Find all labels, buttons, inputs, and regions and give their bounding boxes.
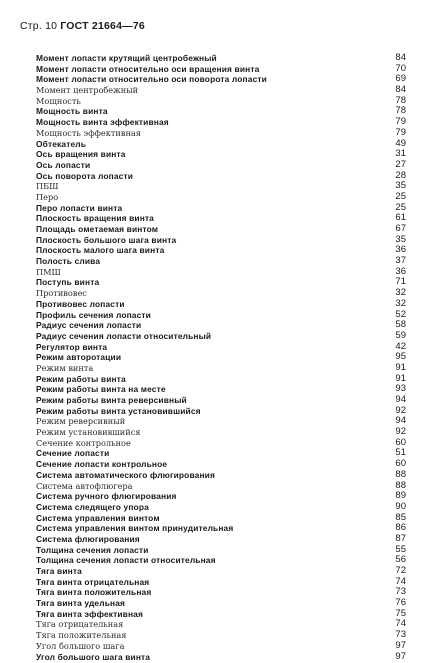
index-term: Момент лопасти относительно оси вращения винта — [36, 63, 260, 74]
index-entry — [36, 96, 406, 107]
index-entry — [36, 619, 406, 630]
index-term: Регулятор винта — [36, 341, 108, 352]
index-page-number: 27 — [395, 158, 406, 170]
index-page-number: 70 — [395, 62, 406, 74]
index-page-number: 90 — [395, 500, 406, 512]
index-entry — [36, 320, 406, 331]
index-term: Момент центробежный — [36, 85, 139, 96]
index-entry — [36, 395, 406, 406]
index-entry — [36, 577, 406, 588]
index-page-number: 59 — [395, 329, 406, 341]
index-entry — [36, 256, 406, 267]
index-entry — [36, 139, 406, 150]
index-term: Тяга винта отрицательная — [36, 576, 150, 587]
index-term: Система следящего упора — [36, 501, 149, 512]
index-entry — [36, 534, 406, 545]
index-term: Система автофлюгера — [36, 480, 133, 491]
index-entry — [36, 331, 406, 342]
index-page-number: 79 — [395, 126, 406, 138]
index-term: Сечение лопасти контрольное — [36, 459, 168, 470]
index-entry — [36, 171, 406, 182]
index-page-number: 67 — [395, 223, 406, 234]
index-term: Перо лопасти винта — [36, 202, 123, 213]
index-entry — [36, 416, 406, 427]
index-term: Тяга отрицательная — [36, 619, 124, 630]
index-term: Режим работы винта — [36, 373, 126, 384]
index-term: Система ручного флюгирования — [36, 491, 177, 502]
index-entry — [36, 299, 406, 310]
index-term: Момент лопасти относительно оси поворота лопасти — [36, 74, 267, 85]
index-entry — [36, 192, 406, 203]
index-page-number: 95 — [395, 351, 406, 363]
index-term: Мощность эффективная — [36, 127, 141, 138]
index-term: Ось вращения винта — [36, 149, 126, 160]
index-term: Угол большого шага винта — [36, 651, 151, 662]
index-page-number: 74 — [395, 618, 406, 630]
index-page-number: 88 — [395, 479, 406, 491]
index-term: Мощность — [36, 95, 81, 106]
index-term: Толщина сечения лопасти относительная — [36, 555, 216, 566]
index-page-number: 94 — [395, 394, 406, 405]
index-term: Сечение контрольное — [36, 437, 131, 448]
index-term: Тяга положительная — [36, 630, 127, 641]
index-term: Тяга винта эффективная — [36, 608, 144, 619]
index-page-number: 52 — [395, 308, 406, 320]
index-page-number: 35 — [395, 180, 406, 192]
index-page-number: 25 — [395, 190, 406, 202]
index-page-number: 36 — [395, 265, 406, 277]
page-number-label: Стр. 10 — [20, 20, 58, 32]
index-term: Режим работы винта установившийся — [36, 405, 201, 416]
index-term: Момент лопасти крутящий центробежный — [36, 53, 217, 63]
index-term: Толщина сечения лопасти — [36, 544, 149, 555]
index-term: Система автоматического флюгирования — [36, 469, 215, 480]
index-page-number: 31 — [395, 148, 406, 160]
index-entry — [36, 106, 406, 117]
index-term: Мощность винта эффективная — [36, 117, 169, 128]
index-entry — [36, 224, 406, 235]
index-entry — [36, 374, 406, 385]
index-term: ПБШ — [36, 181, 59, 192]
index-term: Режим работы винта на месте — [36, 384, 166, 395]
index-entry — [36, 609, 406, 620]
index-term: Тяга винта положительная — [36, 587, 152, 598]
index-entry — [36, 438, 406, 449]
index-page-number: 86 — [395, 522, 406, 534]
index-page-number: 97 — [395, 639, 406, 651]
index-term: Профиль сечения лопасти — [36, 309, 151, 320]
index-entry — [36, 235, 406, 246]
index-term: Режим реверсивный — [36, 416, 126, 427]
index-page-number: 93 — [395, 383, 406, 395]
index-term: Поступь винта — [36, 277, 100, 288]
index-entry — [36, 427, 406, 438]
index-page-number: 32 — [395, 297, 406, 309]
index-entry — [36, 384, 406, 395]
index-term: ПМШ — [36, 266, 61, 277]
index-page-number: 84 — [395, 52, 406, 63]
index-term: Противовес лопасти — [36, 298, 125, 309]
index-page-number: 55 — [395, 543, 406, 555]
index-page-number: 37 — [395, 255, 406, 267]
index-page-number: 56 — [395, 554, 406, 566]
index-entry — [36, 481, 406, 492]
index-term: Система управления винтом принудительная — [36, 523, 234, 534]
index-term: Режим винта — [36, 362, 94, 373]
index-page-number: 92 — [395, 426, 406, 438]
index-page-number: 73 — [395, 629, 406, 641]
index-page-number: 88 — [395, 468, 406, 480]
index-entry — [36, 363, 406, 374]
index-term: Тяга винта удельная — [36, 598, 126, 609]
index-entry — [36, 652, 406, 663]
index-page-number: 76 — [395, 597, 406, 609]
index-term: Радиус сечения лопасти относительный — [36, 330, 212, 341]
index-term: Система флюгирования — [36, 533, 140, 544]
index-term: Полость слива — [36, 256, 101, 267]
index-entry — [36, 310, 406, 321]
index-entry — [36, 352, 406, 363]
page-header — [20, 20, 145, 32]
index-term: Перо — [36, 191, 59, 202]
standard-designation: ГОСТ 21664—76 — [60, 20, 145, 32]
index-entry — [36, 641, 406, 652]
index-page-number: 51 — [395, 447, 406, 459]
index-term: Плоскость большого шага винта — [36, 234, 177, 245]
index-page-number: 42 — [395, 340, 406, 352]
index-term: Площадь ометаемая винтом — [36, 224, 159, 234]
index-page-number: 94 — [395, 415, 406, 427]
index-page-number: 61 — [395, 212, 406, 224]
index-page-number: 72 — [395, 565, 406, 576]
index-entry — [36, 64, 406, 75]
index-page-number: 91 — [395, 361, 406, 373]
index-term: Режим работы винта реверсивный — [36, 395, 187, 405]
index-page-number: 69 — [395, 73, 406, 85]
index-entry — [36, 459, 406, 470]
index-term: Угол большого шага — [36, 640, 125, 651]
index-page-number: 85 — [395, 511, 406, 523]
index-page-number: 60 — [395, 436, 406, 448]
index-entry — [36, 288, 406, 299]
index-entry — [36, 213, 406, 224]
index-term: Сечение лопасти — [36, 448, 110, 459]
index-term: Режим установившийся — [36, 427, 141, 438]
index-page-number: 60 — [395, 458, 406, 470]
index-term: Противовес — [36, 288, 87, 299]
index-entry — [36, 555, 406, 566]
index-page-number: 78 — [395, 105, 406, 117]
index-entry — [36, 203, 406, 214]
index-page-number: 32 — [395, 287, 406, 299]
index-entry — [36, 181, 406, 192]
index-entry — [36, 523, 406, 534]
term-index-list — [36, 53, 406, 662]
index-page-number: 71 — [395, 276, 406, 288]
index-page-number: 87 — [395, 532, 406, 544]
index-page-number: 84 — [395, 84, 406, 96]
index-page-number: 73 — [395, 586, 406, 598]
index-page-number: 58 — [395, 319, 406, 331]
index-page-number: 49 — [395, 137, 406, 149]
index-entry — [36, 470, 406, 481]
index-entry — [36, 491, 406, 502]
index-term: Обтекатель — [36, 138, 87, 149]
index-entry — [36, 117, 406, 128]
index-term: Ось поворота лопасти — [36, 170, 134, 181]
index-page-number: 79 — [395, 116, 406, 128]
index-entry — [36, 566, 406, 577]
index-page-number: 78 — [395, 94, 406, 106]
index-page-number: 75 — [395, 607, 406, 619]
index-entry — [36, 53, 406, 64]
index-entry — [36, 74, 406, 85]
index-entry — [36, 128, 406, 139]
index-entry — [36, 502, 406, 513]
index-page-number: 25 — [395, 201, 406, 213]
index-term: Тяга винта — [36, 566, 82, 576]
index-page-number: 89 — [395, 490, 406, 502]
index-entry — [36, 85, 406, 96]
index-term: Плоскость малого шага винта — [36, 245, 165, 256]
index-page-number: 36 — [395, 244, 406, 256]
index-entry — [36, 245, 406, 256]
index-term: Система управления винтом — [36, 512, 160, 523]
index-entry — [36, 277, 406, 288]
index-entry — [36, 406, 406, 417]
index-entry — [36, 545, 406, 556]
index-page-number: 74 — [395, 575, 406, 587]
index-page-number: 91 — [395, 372, 406, 384]
index-page-number: 97 — [395, 650, 406, 662]
index-entry — [36, 160, 406, 171]
index-term: Ось лопасти — [36, 159, 91, 170]
index-entry — [36, 342, 406, 353]
index-entry — [36, 630, 406, 641]
index-term: Режим авторотации — [36, 352, 122, 363]
index-page-number: 28 — [395, 169, 406, 181]
index-term: Мощность винта — [36, 106, 108, 117]
index-page-number: 92 — [395, 404, 406, 416]
index-term: Радиус сечения лопасти — [36, 320, 142, 331]
index-entry — [36, 448, 406, 459]
index-entry — [36, 513, 406, 524]
index-page-number: 35 — [395, 233, 406, 245]
index-entry — [36, 149, 406, 160]
index-entry — [36, 598, 406, 609]
index-entry — [36, 267, 406, 278]
index-term: Плоскость вращения винта — [36, 213, 154, 224]
index-entry — [36, 587, 406, 598]
